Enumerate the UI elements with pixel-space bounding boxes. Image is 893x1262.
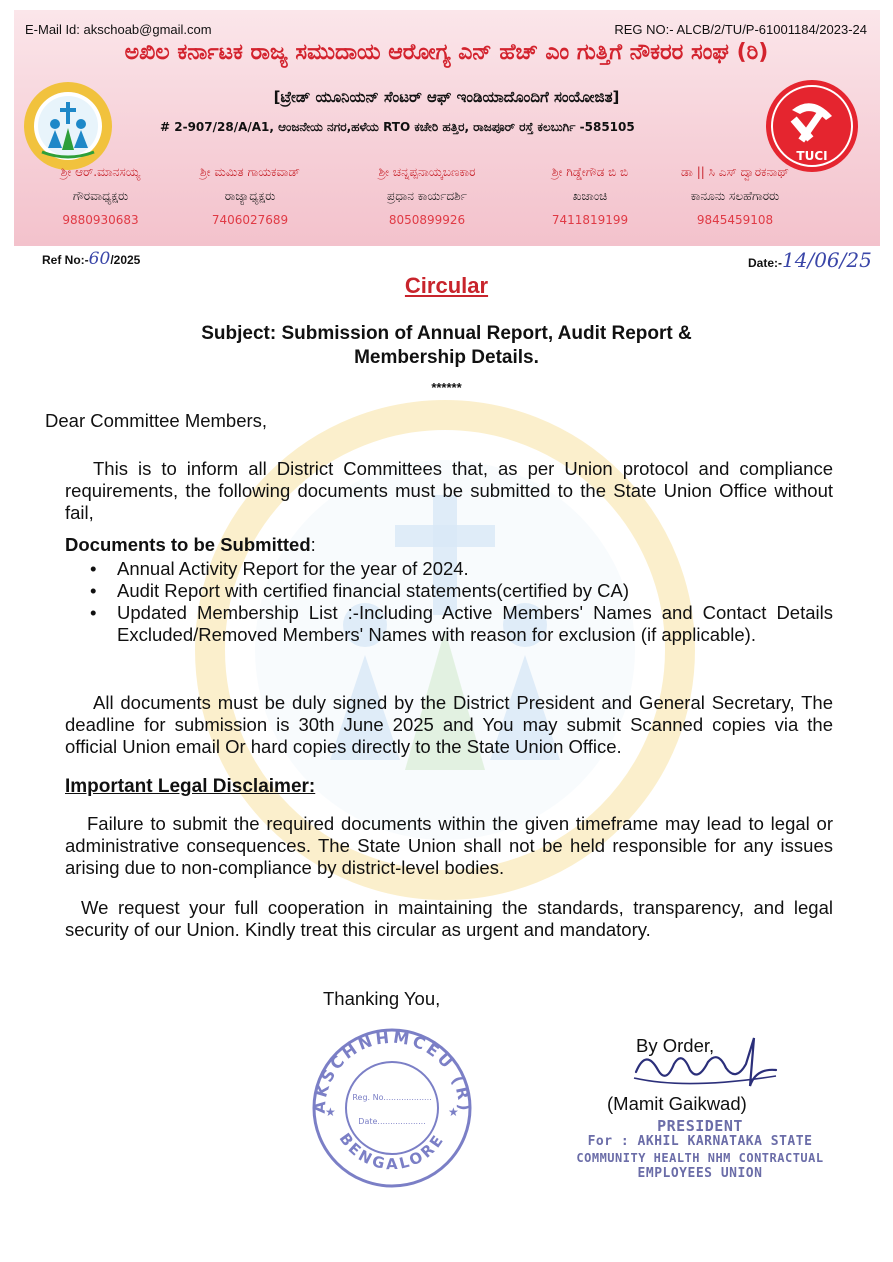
- separator: ******: [431, 380, 462, 395]
- office-bearer-4: [525, 165, 655, 227]
- office-bearer-1: [38, 165, 163, 227]
- office-bearer-role: ರಾಜ್ಯಾಧ್ಯಕ್ಷರು: [224, 189, 276, 203]
- list-item: • Annual Activity Report for the year of 2024.: [65, 558, 833, 580]
- affiliation-line: [ಟ್ರೇಡ್ ಯೂನಿಯನ್ ಸೆಂಟರ್ ಆಫ್ ಇಂಡಿಯಾದೊಂದಿಗೆ ಸಂಯೋಜಿತ]: [273, 88, 620, 106]
- request-text: We request your full cooperation in maintaining the standards, transparency, and legal security of our Union. Kindly treat this circular as urgent and mandatory.: [65, 897, 833, 940]
- union-seal-stamp: [303, 1020, 481, 1190]
- svg-text:★: ★: [448, 1105, 459, 1119]
- documents-heading-text: Documents to be Submitted: [65, 534, 311, 555]
- office-bearer-2: [180, 165, 320, 227]
- office-bearer-phone: 7411819199: [551, 213, 629, 227]
- ref-year: /2025: [110, 253, 141, 267]
- disclaimer-text: Failure to submit the required documents within the given timeframe may lead to legal or administrative consequences. The State Union shall not be held responsible for any issues arising due to non-compliance by district-level bodies.: [65, 813, 833, 878]
- handwritten-signature: [626, 1028, 786, 1098]
- svg-text:BENGALORE: [336, 1130, 449, 1173]
- documents-heading: [65, 534, 316, 556]
- stamp-line: For : AKHIL KARNATAKA STATE: [587, 1134, 813, 1149]
- date-field: [748, 248, 872, 272]
- seal-reg-line: Reg. No...................: [352, 1093, 432, 1102]
- office-bearer-phone: 9880930683: [62, 213, 139, 227]
- subject-line-1: Subject: Submission of Annual Report, Audit Report &: [201, 323, 692, 344]
- documents-heading-colon: :: [310, 534, 316, 555]
- circular-title: Circular: [404, 273, 489, 298]
- office-bearer-name: ಡಾ || ಸಿ ಎಸ್ ದ್ವಾರಕನಾಥ್: [681, 165, 789, 179]
- office-bearer-role: ಖಜಾಂಚಿ: [572, 189, 608, 203]
- date-label: Date:-: [748, 256, 783, 270]
- address-line: # 2-907/28/A/A1, ಆಂಜನೇಯ ನಗರ,ಹಳೆಯ RTO ಕಚೇರಿ ಹತ್ತಿರ, ರಾಜಪೂರ್ ರಸ್ತೆ ಕಲಬುರ್ಗಿ -585105: [160, 120, 635, 134]
- signing-text: All documents must be duly signed by the District President and General Secretary, The deadline for submission is 30th June 2025 and You may submit Scanned copies via the official Union email Or hard copies directly to the State Union Office.: [65, 692, 833, 757]
- registration-number: REG NO:- ALCB/2/TU/P-61001184/2023-24: [614, 22, 867, 37]
- tuci-logo-icon: [762, 76, 862, 176]
- request-paragraph: [65, 897, 833, 941]
- office-bearer-name: ಶ್ರೀ ಗಿಡ್ಡೇಗೌಡ ಬಿ ಬಿ: [551, 165, 629, 179]
- svg-text:★: ★: [325, 1105, 336, 1119]
- reference-number: [42, 249, 140, 269]
- documents-list: [65, 558, 833, 646]
- date-handwritten: 14/06/25: [782, 248, 872, 272]
- office-bearer-phone: 7406027689: [211, 213, 289, 227]
- office-bearer-name: ಶ್ರೀ ಆರ್.ಮಾನಸಯ್ಯ: [60, 165, 141, 179]
- stamp-line: PRESIDENT: [657, 1117, 743, 1135]
- office-bearer-name: ಶ್ರೀ ಮಮಿತ ಗಾಯಕವಾಡ್: [200, 165, 300, 179]
- signatory-name: (Mamit Gaikwad): [607, 1093, 747, 1114]
- office-bearer-role: ಪ್ರಧಾನ ಕಾರ್ಯದರ್ಶಿ: [387, 189, 467, 203]
- list-item: • Updated Membership List :-Including Active Members' Names and Contact Details Excluded/Removed Members' Names with reason for exclusion (if applicable).: [65, 602, 833, 646]
- office-bearer-role: ಕಾನೂನು ಸಲಹೆಗಾರರು: [690, 189, 780, 203]
- office-bearer-role: ಗೌರವಾಧ್ಯಕ್ಷರು: [72, 189, 129, 203]
- closing-line: Thanking You,: [323, 988, 441, 1009]
- ref-number-handwritten: 60: [88, 249, 111, 269]
- subject-line: [0, 322, 893, 370]
- disclaimer-heading: Important Legal Disclaimer:: [65, 776, 316, 797]
- stamp-line: EMPLOYEES UNION: [637, 1166, 763, 1181]
- subject-line-2: Membership Details.: [354, 347, 539, 368]
- president-stamp: [560, 1118, 840, 1182]
- tuci-logo-label: TUCI: [796, 149, 828, 163]
- list-item: • Audit Report with certified financial statements(certified by CA): [65, 580, 833, 602]
- greeting: Dear Committee Members,: [45, 410, 268, 431]
- intro-paragraph: [65, 458, 833, 524]
- email-line: E-Mail Id: akschoab@gmail.com: [25, 22, 212, 37]
- office-bearer-3: [352, 165, 502, 227]
- office-bearer-phone: 8050899926: [388, 213, 466, 227]
- stamp-line: COMMUNITY HEALTH NHM CONTRACTUAL: [576, 1151, 824, 1165]
- seal-bottom-text: BENGALORE: [335, 1129, 449, 1174]
- seal-date-line: Date...................: [358, 1117, 426, 1126]
- office-bearer-name: ಶ್ರೀ ಚನ್ನಪ್ಪನಾಯ್ಕಬಣಕಾರ: [378, 165, 476, 179]
- office-bearer-phone: 9845459108: [696, 213, 774, 227]
- disclaimer-paragraph: [65, 813, 833, 879]
- intro-text: This is to inform all District Committees that, as per Union protocol and compliance requirements, the following documents must be submitted to the State Union Office without fail,: [65, 458, 833, 523]
- union-logo-icon: [22, 80, 114, 172]
- seal-top-text: AKSCHNHMCEU (R): [309, 1027, 475, 1114]
- by-order-label: By Order,: [636, 1035, 715, 1056]
- signing-paragraph: [65, 692, 833, 758]
- organization-name: ಅಖಿಲ ಕರ್ನಾಟಕ ರಾಜ್ಯ ಸಮುದಾಯ ಆರೋಗ್ಯ ಎನ್ ಹೆಚ್ ಎಂ ಗುತ್ತಿಗೆ ನೌಕರರ ಸಂಘ (ರಿ): [124, 40, 769, 65]
- office-bearer-5: [660, 165, 810, 227]
- ref-label: Ref No:-: [42, 253, 89, 267]
